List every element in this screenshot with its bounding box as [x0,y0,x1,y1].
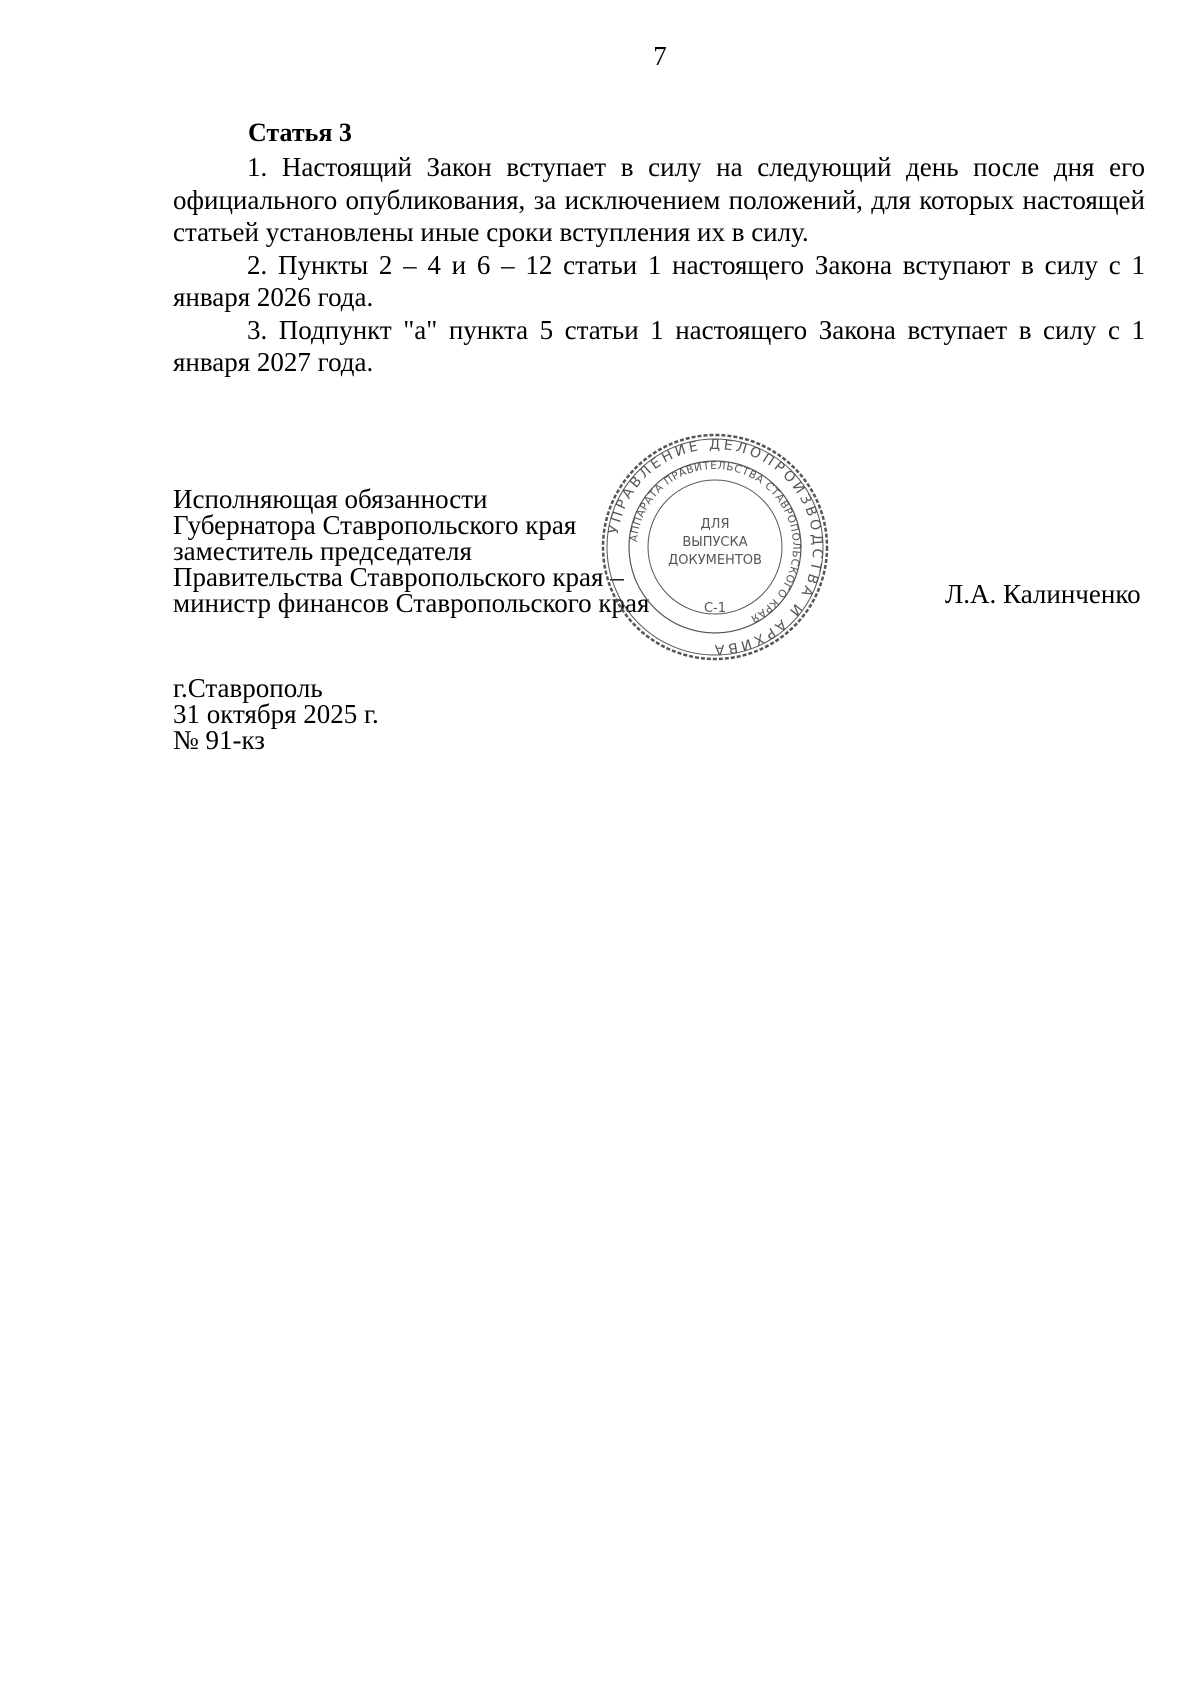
seal-center-line-3: ДОКУМЕНТОВ [668,553,762,568]
article-heading: Статья 3 [248,118,352,147]
seal-code: С-1 [703,601,727,616]
article-body [173,151,1145,379]
article-paragraph-1: 1. Настоящий Закон вступает в силу на следующий день после дня его официального опубликования, за исключением положений, для которых настоящей статьей установлены иные сроки вступления их в силу. [173,152,1145,247]
signature-title-block [173,486,649,616]
seal-center-line-2: ВЫПУСКА [682,535,748,550]
law-number-label: № 91-кз [173,725,265,755]
seal-inner-text: АППАРАТА ПРАВИТЕЛЬСТВА СТАВРОПОЛЬСКОГО КРАЯ [628,459,803,625]
page-number: 7 [653,41,667,71]
signer-name: Л.А. Калинченко [945,579,1141,609]
signature-title-line: заместитель председателя [173,536,472,566]
signature-title-line: Губернатора Ставропольского края [173,510,577,540]
article-paragraph-2: 2. Пункты 2 – 4 и 6 – 12 статьи 1 настоящего Закона вступают в силу с 1 января 2026 года. [173,249,1145,312]
date-label: 31 октября 2025 г. [173,699,379,729]
signature-title-line: Правительства Ставропольского края – [173,562,624,592]
seal-center-line-1: ДЛЯ [700,517,730,532]
signature-title-line: Исполняющая обязанности [173,484,488,514]
article-paragraph-3: 3. Подпункт "а" пункта 5 статьи 1 настоящего Закона вступает в силу с 1 января 2027 года. [173,314,1145,377]
official-seal-stamp [600,432,830,662]
seal-outer-text: УПРАВЛЕНИЕ ДЕЛОПРОИЗВОДСТВА И АРХИВА [605,436,826,658]
city-label: г.Ставрополь [173,673,323,703]
place-date-block [173,675,379,753]
signature-title-line: министр финансов Ставропольского края [173,588,650,618]
